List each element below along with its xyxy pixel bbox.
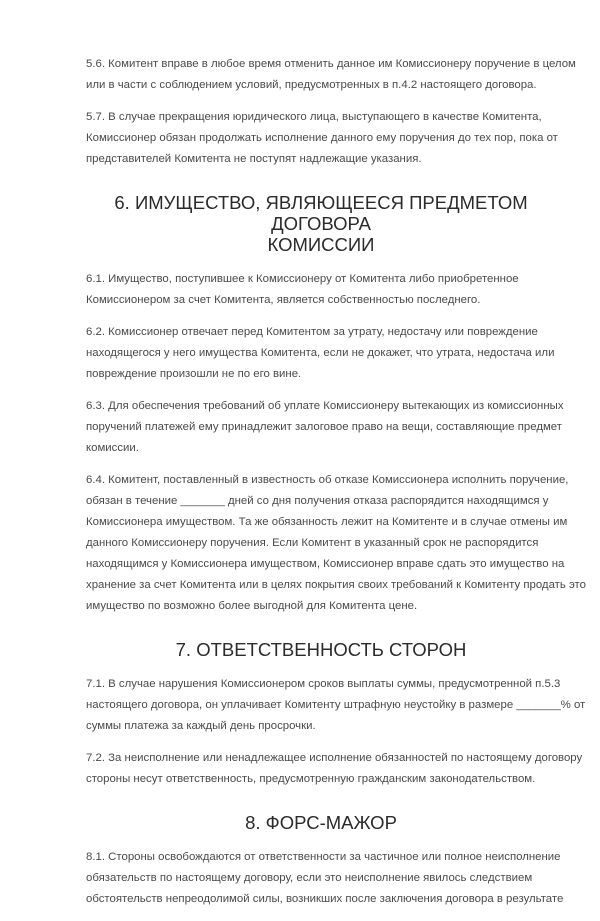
heading-line: 7. ОТВЕТСТВЕННОСТЬ СТОРОН bbox=[175, 639, 467, 660]
heading-line: 6. ИМУЩЕСТВО, ЯВЛЯЮЩЕЕСЯ ПРЕДМЕТОМ ДОГОВОРА bbox=[114, 192, 528, 234]
text-line: повреждение произошли не по его вине. bbox=[86, 368, 302, 380]
text-line: Комиссионер обязан продолжать исполнение данного ему поручения до тех пор, пока от bbox=[86, 132, 558, 144]
clause-7-2 bbox=[86, 748, 583, 790]
section-8-heading bbox=[86, 812, 556, 833]
text-line: Комиссионера имуществом. Та же обязанность лежит на Комитенте и в случае отмены им bbox=[86, 516, 568, 528]
clause-6-1 bbox=[86, 269, 556, 311]
heading-line: 8. ФОРС-МАЖОР bbox=[245, 812, 397, 833]
text-line: 6.4. Комитент, поставленный в известность об отказе Комиссионера исполнить поручение, bbox=[86, 474, 569, 486]
document-page bbox=[86, 54, 586, 921]
text-line: 7.2. За неисполнение или ненадлежащее исполнение обязанностей по настоящему договору bbox=[86, 752, 583, 764]
text-line: обстоятельств непреодолимой силы, возникших после заключения договора в результате bbox=[86, 893, 564, 905]
text-line: 8.1. Стороны освобождаются от ответственности за частичное или полное неисполнение bbox=[86, 851, 561, 863]
text-line: находящимся у Комиссионера имуществом, Комиссионер вправе сдать это имущество на bbox=[86, 558, 565, 570]
text-line: 6.3. Для обеспечения требований об уплате Комиссионеру вытекающих из комиссионных bbox=[86, 400, 564, 412]
text-line: 5.7. В случае прекращения юридического лица, выступающего в качестве Комитента, bbox=[86, 111, 542, 123]
clause-5-6 bbox=[86, 54, 576, 96]
text-line: 6.1. Имущество, поступившее к Комиссионеру от Комитента либо приобретенное bbox=[86, 273, 519, 285]
section-7-heading bbox=[86, 639, 556, 660]
clause-6-3 bbox=[86, 396, 564, 459]
text-line: 6.2. Комиссионер отвечает перед Комитентом за утрату, недостачу или повреждение bbox=[86, 326, 538, 338]
text-line: стороны несут ответственность, предусмотренную гражданским законодательством. bbox=[86, 773, 536, 785]
heading-line: КОМИССИИ bbox=[267, 234, 375, 255]
clause-6-4 bbox=[86, 470, 586, 617]
text-line: представителей Комитента не поступят надлежащие указания. bbox=[86, 153, 422, 165]
text-line: обязан в течение _______ дней со дня получения отказа распорядится находящимся у bbox=[86, 495, 549, 507]
clause-7-1 bbox=[86, 674, 586, 737]
text-line: комиссии. bbox=[86, 442, 139, 454]
clause-5-7 bbox=[86, 107, 556, 170]
text-line: данного Комиссионеру поручения. Если Комитент в указанный срок не распорядится bbox=[86, 537, 539, 549]
text-line: поручений платежей ему принадлежит залоговое право на вещи, составляющие предмет bbox=[86, 421, 562, 433]
text-line: обязательств по настоящему договору, если это неисполнение явилось следствием bbox=[86, 872, 533, 884]
section-6-heading bbox=[86, 192, 556, 255]
text-line: хранение за счет Комитента или в целях покрытия своих требований к Комитенту продать это bbox=[86, 579, 586, 591]
text-line: или в части с соблюдением условий, предусмотренных в п.4.2 настоящего договора. bbox=[86, 79, 537, 91]
text-line: настоящего договора, он уплачивает Комитенту штрафную неустойку в размере _______% от bbox=[86, 699, 586, 711]
text-line: 5.6. Комитент вправе в любое время отменить данное им Комиссионеру поручение в целом bbox=[86, 58, 576, 70]
text-line: суммы платежа за каждый день просрочки. bbox=[86, 720, 316, 732]
text-line: имущество по возможно более выгодной для Комитента цене. bbox=[86, 600, 418, 612]
text-line: находящегося у него имущества Комитента, если не докажет, что утрата, недостача или bbox=[86, 347, 555, 359]
text-line: Комиссионером за счет Комитента, является собственностью последнего. bbox=[86, 294, 481, 306]
clause-8-1 bbox=[86, 847, 564, 910]
clause-6-2 bbox=[86, 322, 556, 385]
text-line: 7.1. В случае нарушения Комиссионером сроков выплаты суммы, предусмотренной п.5.3 bbox=[86, 678, 561, 690]
